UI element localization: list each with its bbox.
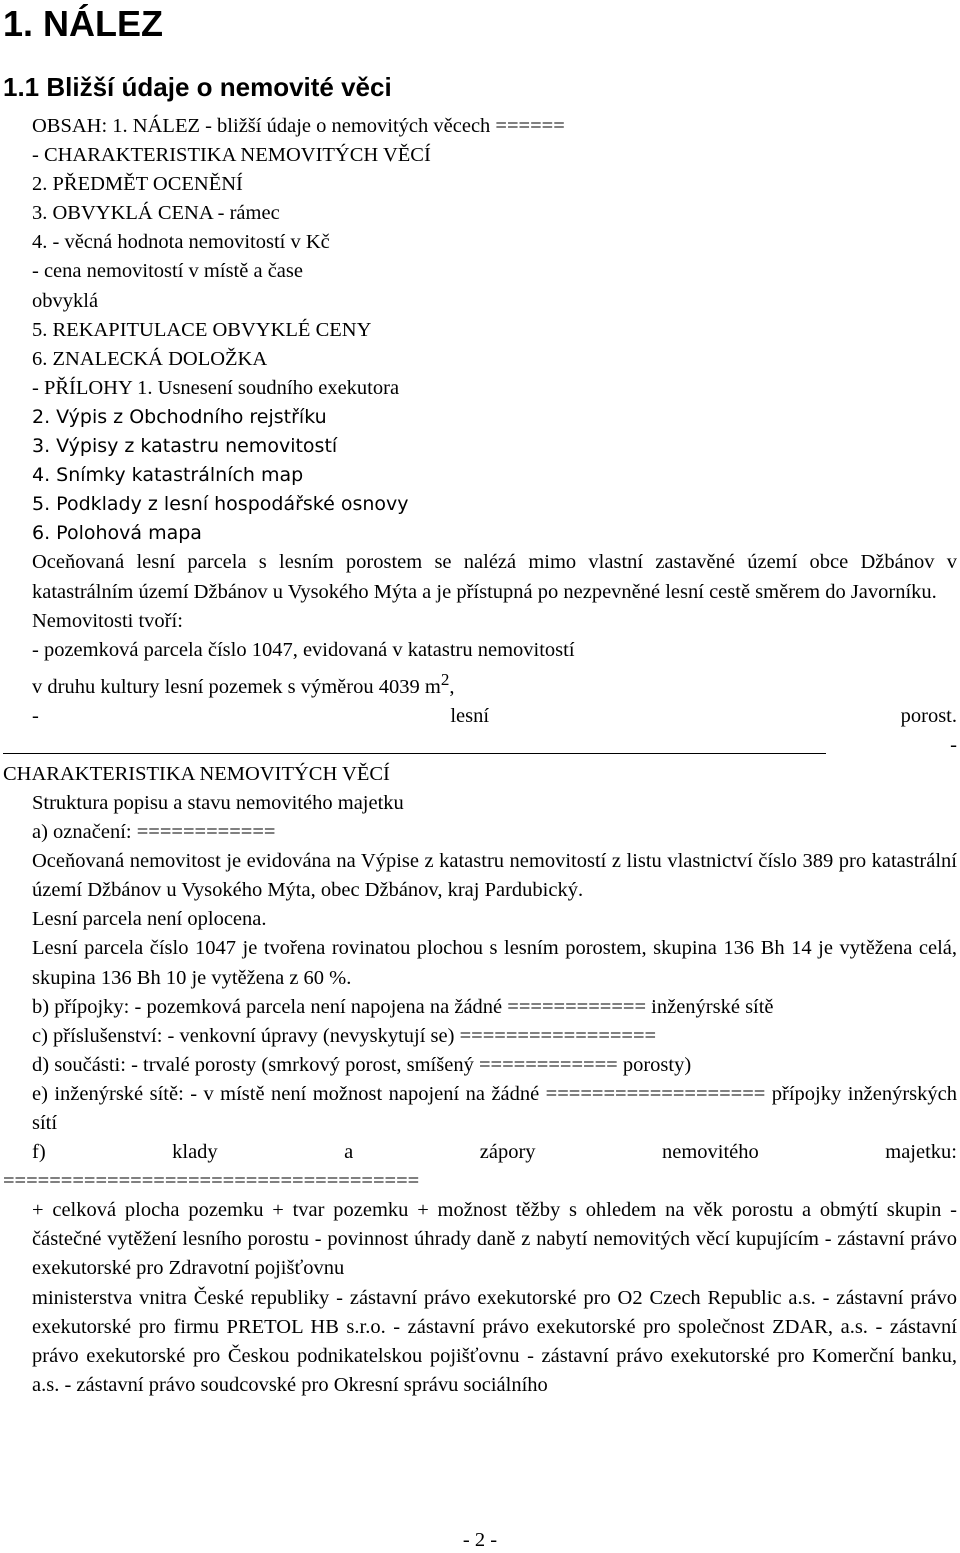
property-area-text: v druhu kultury lesní pozemek s výměrou 4039 m — [32, 675, 441, 698]
page-number: - 2 - — [462, 1529, 498, 1551]
section-subheading: 1.1 Bližší údaje o nemovité věci — [3, 72, 392, 102]
item-c: c) příslušenství: - venkovní úpravy (nevyskytují se) ================= — [32, 1024, 657, 1047]
property-line: - lesní porost. — [32, 704, 957, 727]
toc-item: - cena nemovitostí v místě a čase — [32, 260, 303, 283]
page-heading: 1. NÁLEZ — [3, 3, 164, 44]
pros-cons-text: + celková plocha pozemku + tvar pozemku + možnost těžby s ohledem na věk porostu a obmýtí skupin - částečné vytěžení lesního porostu - povinnost úhrady daně z nabytí nemovitých věcí kupujícím - zástavní právo exekutorské pro Zdravotní pojišťovnu — [32, 1199, 957, 1280]
rule-line — [3, 731, 826, 754]
item-a-text: Oceňovaná nemovitost je evidována na Výpise z katastru nemovitostí z listu vlastnictví číslo 389 pro katastrální území Džbánov u Vysokého Mýta, obec Džbánov, kraj Pardubický. — [32, 850, 957, 902]
property-intro: Nemovitosti tvoří: — [32, 609, 183, 632]
toc-item: obvyklá — [32, 289, 99, 312]
item-f-rule: ==================================== — [3, 1170, 420, 1193]
toc-item: - PŘÍLOHY 1. Usnesení soudního exekutora — [32, 376, 400, 399]
property-line: - pozemková parcela číslo 1047, evidovaná v katastru nemovitostí — [32, 638, 575, 661]
property-area-end: , — [449, 675, 455, 698]
table-of-contents — [3, 112, 957, 548]
toc-item: 4. - věcná hodnota nemovitostí v Kč — [32, 231, 330, 254]
toc-item: 5. Podklady z lesní hospodářské osnovy — [32, 493, 409, 516]
toc-item: OBSAH: 1. NÁLEZ - bližší údaje o nemovitých věcech ====== — [32, 115, 565, 137]
structure-intro: Struktura popisu a stavu nemovitého majetku — [32, 791, 404, 814]
item-f: f) klady a zápory nemovitého majetku: — [32, 1141, 957, 1164]
toc-item: 4. Snímky katastrálních map — [32, 464, 304, 487]
toc-item: 3. OBVYKLÁ CENA - rámec — [32, 202, 280, 225]
location-paragraph: Oceňovaná lesní parcela s lesním porostem se nalézá mimo vlastní zastavěné území obce Džbánov v katastrálním území Džbánov u Vysokého Mýta a je přístupná po nezpevněné lesní cestě směrem do Javorníku. — [32, 551, 957, 603]
rule-dash: - — [950, 733, 957, 756]
toc-item: 6. Polohová mapa — [32, 522, 202, 545]
property-line-area — [3, 665, 957, 702]
horizontal-rule — [3, 731, 957, 760]
toc-item: - CHARAKTERISTIKA NEMOVITÝCH VĚCÍ — [32, 144, 431, 167]
item-e: e) inženýrské sítě: - v místě není možnost napojení na žádné =================== přípojky inženýrských sítí — [32, 1082, 957, 1135]
section-title: CHARAKTERISTIKA NEMOVITÝCH VĚCÍ — [3, 762, 390, 785]
item-d: d) součásti: - trvalé porosty (smrkový porost, smíšený ============ porosty) — [32, 1053, 692, 1076]
fence-text: Lesní parcela není oplocena. — [32, 908, 267, 931]
toc-item: 2. Výpis z Obchodního rejstříku — [32, 405, 327, 428]
item-b: b) přípojky: - pozemková parcela není napojena na žádné ============ inženýrské sítě — [32, 995, 774, 1018]
toc-item: 6. ZNALECKÁ DOLOŽKA — [32, 347, 268, 370]
document-body — [3, 112, 957, 1400]
area-unit-exponent: 2 — [440, 669, 450, 689]
toc-item: 2. PŘEDMĚT OCENĚNÍ — [32, 173, 243, 196]
toc-item: 5. REKAPITULACE OBVYKLÉ CENY — [32, 318, 372, 341]
liens-text: ministerstva vnitra České republiky - zástavní právo exekutorské pro O2 Czech Republic a.s. - zástavní právo exekutorské pro firmu PRETOL HB s.r.o. - zástavní právo exekutorské pro společnost ZDAR, a.s. - zástavní právo exekutorské pro Českou podnikatelskou pojišťovnu - zástavní právo exekutorské pro Komerční banku, a.s. - zástavní právo soudcovské pro Okresní správu sociálního — [32, 1286, 957, 1396]
toc-item: 3. Výpisy z katastru nemovitostí — [32, 435, 338, 458]
parcel-text: Lesní parcela číslo 1047 je tvořena rovinatou plochou s lesním porostem, skupina 136 Bh 14 je vytěžena celá, skupina 136 Bh 10 je vytěžena z 60 %. — [32, 937, 957, 989]
item-a-label: a) označení: ============ — [32, 821, 276, 844]
